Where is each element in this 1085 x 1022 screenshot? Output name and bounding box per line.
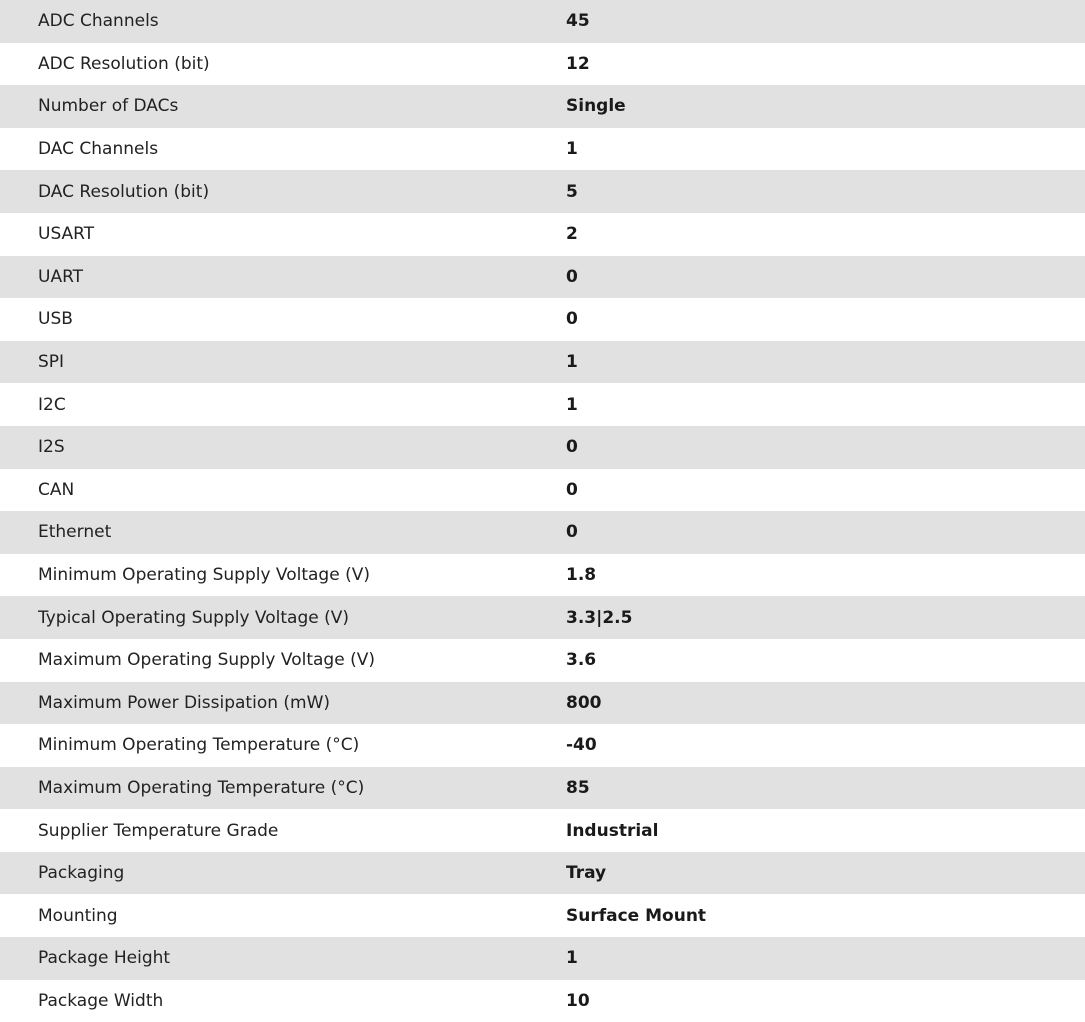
spec-row-mounting — [0, 894, 1085, 937]
spec-label: Minimum Operating Temperature (°C) — [0, 724, 566, 767]
spec-label: ADC Channels — [0, 0, 566, 43]
spec-value: 800 — [566, 682, 1085, 725]
spec-label: I2C — [0, 383, 566, 426]
spec-label: Number of DACs — [0, 85, 566, 128]
spec-label: SPI — [0, 341, 566, 384]
spec-value: 2 — [566, 213, 1085, 256]
spec-row-package-height — [0, 937, 1085, 980]
spec-row-packaging — [0, 852, 1085, 895]
spec-value: 3.6 — [566, 639, 1085, 682]
spec-value: 1 — [566, 937, 1085, 980]
spec-row-i2c — [0, 383, 1085, 426]
spec-label: USART — [0, 213, 566, 256]
spec-label: ADC Resolution (bit) — [0, 43, 566, 86]
spec-label: Supplier Temperature Grade — [0, 809, 566, 852]
spec-value: Single — [566, 85, 1085, 128]
spec-row-dac-channels — [0, 128, 1085, 171]
spec-value: 0 — [566, 256, 1085, 299]
spec-value: 3.3|2.5 — [566, 596, 1085, 639]
spec-label: Minimum Operating Supply Voltage (V) — [0, 554, 566, 597]
spec-label: Package Height — [0, 937, 566, 980]
spec-label: Packaging — [0, 852, 566, 895]
spec-label: Package Width — [0, 980, 566, 1022]
spec-label: Typical Operating Supply Voltage (V) — [0, 596, 566, 639]
spec-row-max-power-dissipation — [0, 682, 1085, 725]
spec-row-temperature-grade — [0, 809, 1085, 852]
spec-value: Surface Mount — [566, 894, 1085, 937]
spec-row-spi — [0, 341, 1085, 384]
spec-value: 1 — [566, 383, 1085, 426]
spec-row-can — [0, 469, 1085, 512]
spec-value: 1 — [566, 128, 1085, 171]
spec-value: 45 — [566, 0, 1085, 43]
spec-value: Industrial — [566, 809, 1085, 852]
spec-row-max-operating-temp — [0, 767, 1085, 810]
spec-label: UART — [0, 256, 566, 299]
spec-value: 12 — [566, 43, 1085, 86]
spec-row-ethernet — [0, 511, 1085, 554]
spec-value: 1 — [566, 341, 1085, 384]
spec-value: 0 — [566, 511, 1085, 554]
spec-label: CAN — [0, 469, 566, 512]
spec-row-typ-supply-voltage — [0, 596, 1085, 639]
spec-value: Tray — [566, 852, 1085, 895]
spec-label: Maximum Operating Supply Voltage (V) — [0, 639, 566, 682]
spec-label: I2S — [0, 426, 566, 469]
spec-value: 0 — [566, 426, 1085, 469]
spec-row-adc-resolution — [0, 43, 1085, 86]
spec-value: 85 — [566, 767, 1085, 810]
spec-label: Ethernet — [0, 511, 566, 554]
spec-label: Maximum Power Dissipation (mW) — [0, 682, 566, 725]
spec-row-max-supply-voltage — [0, 639, 1085, 682]
spec-row-i2s — [0, 426, 1085, 469]
spec-value: 0 — [566, 298, 1085, 341]
spec-value: 5 — [566, 170, 1085, 213]
spec-value: 10 — [566, 980, 1085, 1022]
spec-label: DAC Resolution (bit) — [0, 170, 566, 213]
spec-label: DAC Channels — [0, 128, 566, 171]
spec-row-adc-channels — [0, 0, 1085, 43]
spec-row-usb — [0, 298, 1085, 341]
spec-value: -40 — [566, 724, 1085, 767]
spec-label: Maximum Operating Temperature (°C) — [0, 767, 566, 810]
spec-row-dac-resolution — [0, 170, 1085, 213]
spec-row-uart — [0, 256, 1085, 299]
spec-label: Mounting — [0, 894, 566, 937]
spec-value: 0 — [566, 469, 1085, 512]
spec-label: USB — [0, 298, 566, 341]
spec-value: 1.8 — [566, 554, 1085, 597]
spec-row-usart — [0, 213, 1085, 256]
spec-row-min-operating-temp — [0, 724, 1085, 767]
spec-row-number-of-dacs — [0, 85, 1085, 128]
spec-row-package-width — [0, 980, 1085, 1022]
spec-row-min-supply-voltage — [0, 554, 1085, 597]
